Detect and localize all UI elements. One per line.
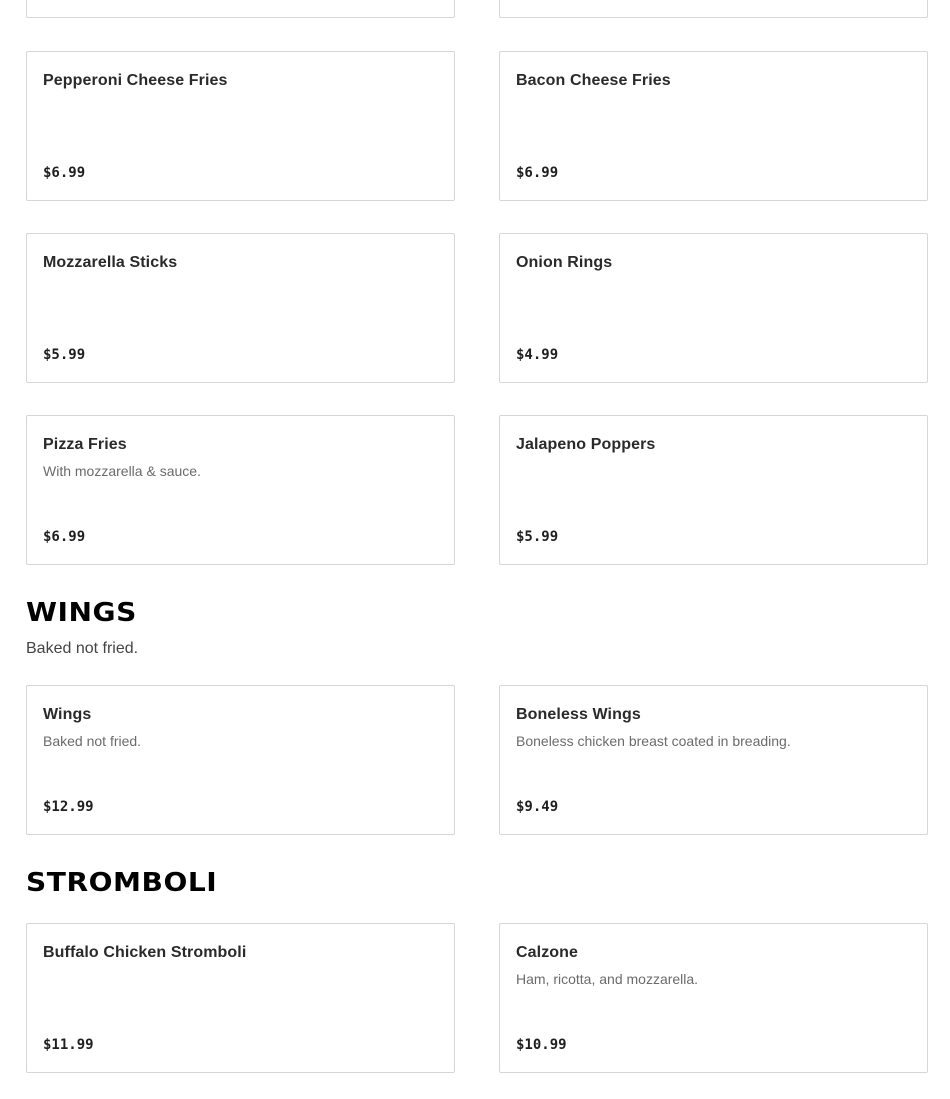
menu-item-price: $11.99 xyxy=(43,1037,94,1053)
menu-item-price: $4.99 xyxy=(516,347,559,363)
menu-item-price: $6.99 xyxy=(516,165,559,181)
menu-item-description: Baked not fried. xyxy=(43,733,142,749)
menu-item-name: Buffalo Chicken Stromboli xyxy=(43,944,247,961)
section-title-wings: WINGS xyxy=(26,598,137,628)
menu-item-price: $6.99 xyxy=(43,165,86,181)
menu-item-card[interactable] xyxy=(26,51,455,201)
menu-item-price: $12.99 xyxy=(43,799,94,815)
menu-item-name: Onion Rings xyxy=(516,254,613,271)
menu-item-description: Ham, ricotta, and mozzarella. xyxy=(516,971,699,987)
menu-item-price: $6.99 xyxy=(43,529,86,545)
wings-grid xyxy=(26,685,928,835)
menu-item-name: Calzone xyxy=(516,944,579,961)
menu-item-price: $9.49 xyxy=(516,799,559,815)
menu-item-description: With mozzarella & sauce. xyxy=(43,463,201,479)
menu-item-card[interactable] xyxy=(26,685,455,835)
menu-item-name: Boneless Wings xyxy=(516,706,641,723)
menu-item-name: Pepperoni Cheese Fries xyxy=(43,72,228,89)
menu-item-name: Bacon Cheese Fries xyxy=(516,72,671,89)
section-subtitle-wings: Baked not fried. xyxy=(26,640,139,657)
stromboli-grid xyxy=(26,923,928,1073)
menu-item-name: Mozzarella Sticks xyxy=(43,254,178,271)
menu-item-card-partial[interactable] xyxy=(26,0,455,18)
appetizers-grid xyxy=(26,51,928,565)
menu-item-card[interactable] xyxy=(499,923,928,1073)
menu-item-card[interactable] xyxy=(499,685,928,835)
menu-item-card[interactable] xyxy=(26,415,455,565)
menu-item-card[interactable] xyxy=(26,923,455,1073)
menu-item-name: Pizza Fries xyxy=(43,436,127,453)
section-title-stromboli: STROMBOLI xyxy=(26,868,218,898)
menu-item-card[interactable] xyxy=(499,415,928,565)
menu-item-price: $5.99 xyxy=(43,347,86,363)
menu-item-card[interactable] xyxy=(499,51,928,201)
menu-item-price: $10.99 xyxy=(516,1037,567,1053)
menu-item-card-partial[interactable] xyxy=(499,0,928,18)
menu-item-card[interactable] xyxy=(26,233,455,383)
menu-item-name: Wings xyxy=(43,706,92,723)
menu-item-price: $5.99 xyxy=(516,529,559,545)
menu-item-description: Boneless chicken breast coated in breading. xyxy=(516,733,791,749)
menu-item-card[interactable] xyxy=(499,233,928,383)
menu-item-name: Jalapeno Poppers xyxy=(516,436,656,453)
